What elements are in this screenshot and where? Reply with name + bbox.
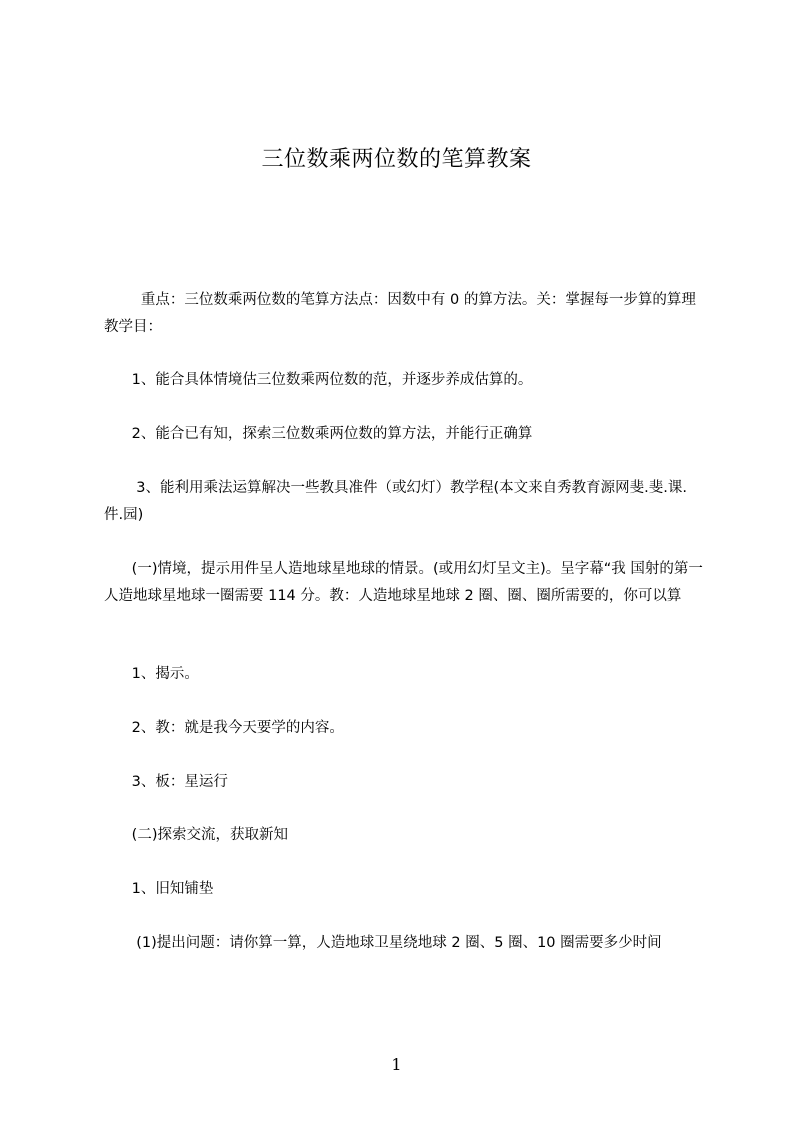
paragraph-goal-1: 1、能合具体情境估三位数乘两位数的范，并逐步养成估算的。 — [104, 372, 533, 388]
paragraph-question: (1)提出问题：请你算一算，人造地球卫星绕地球 2 圈、5 圈、10 圈需要多少时间 — [104, 935, 662, 951]
paragraph-goal-2: 2、能合已有知，探索三位数乘两位数的算方法，并能行正确算 — [104, 426, 533, 442]
paragraph-step-3: 3、板：星运行 — [104, 774, 228, 790]
paragraph-section-1: (一)情境，提示用件呈人造地球星地球的情景。(或用幻灯呈文主)。呈字幕“我 国射的第一人造地球星地球一圈需要 114 分。教：人造地球星地球 2 圈、圈、圈所需要的，你可以算 — [104, 561, 703, 604]
paragraph-review: 1、旧知铺垫 — [104, 881, 214, 897]
document-title: 三位数乘两位数的笔算教案 — [261, 147, 532, 172]
paragraph-key-points: 重点：三位数乘两位数的笔算方法点：因数中有 0 的算方法。关：掌握每一步算的算理教学目： — [104, 292, 696, 335]
page-number: 1 — [391, 1055, 402, 1074]
paragraph-goal-3: 3、能利用乘法运算解决一些教具准件（或幻灯）教学程(本文来自秀教育源网斐.斐.课.件.园) — [104, 480, 687, 523]
paragraph-step-1: 1、揭示。 — [104, 666, 199, 682]
paragraph-section-2: (二)探索交流，获取新知 — [104, 827, 288, 843]
paragraph-step-2: 2、教：就是我今天要学的内容。 — [104, 720, 344, 736]
